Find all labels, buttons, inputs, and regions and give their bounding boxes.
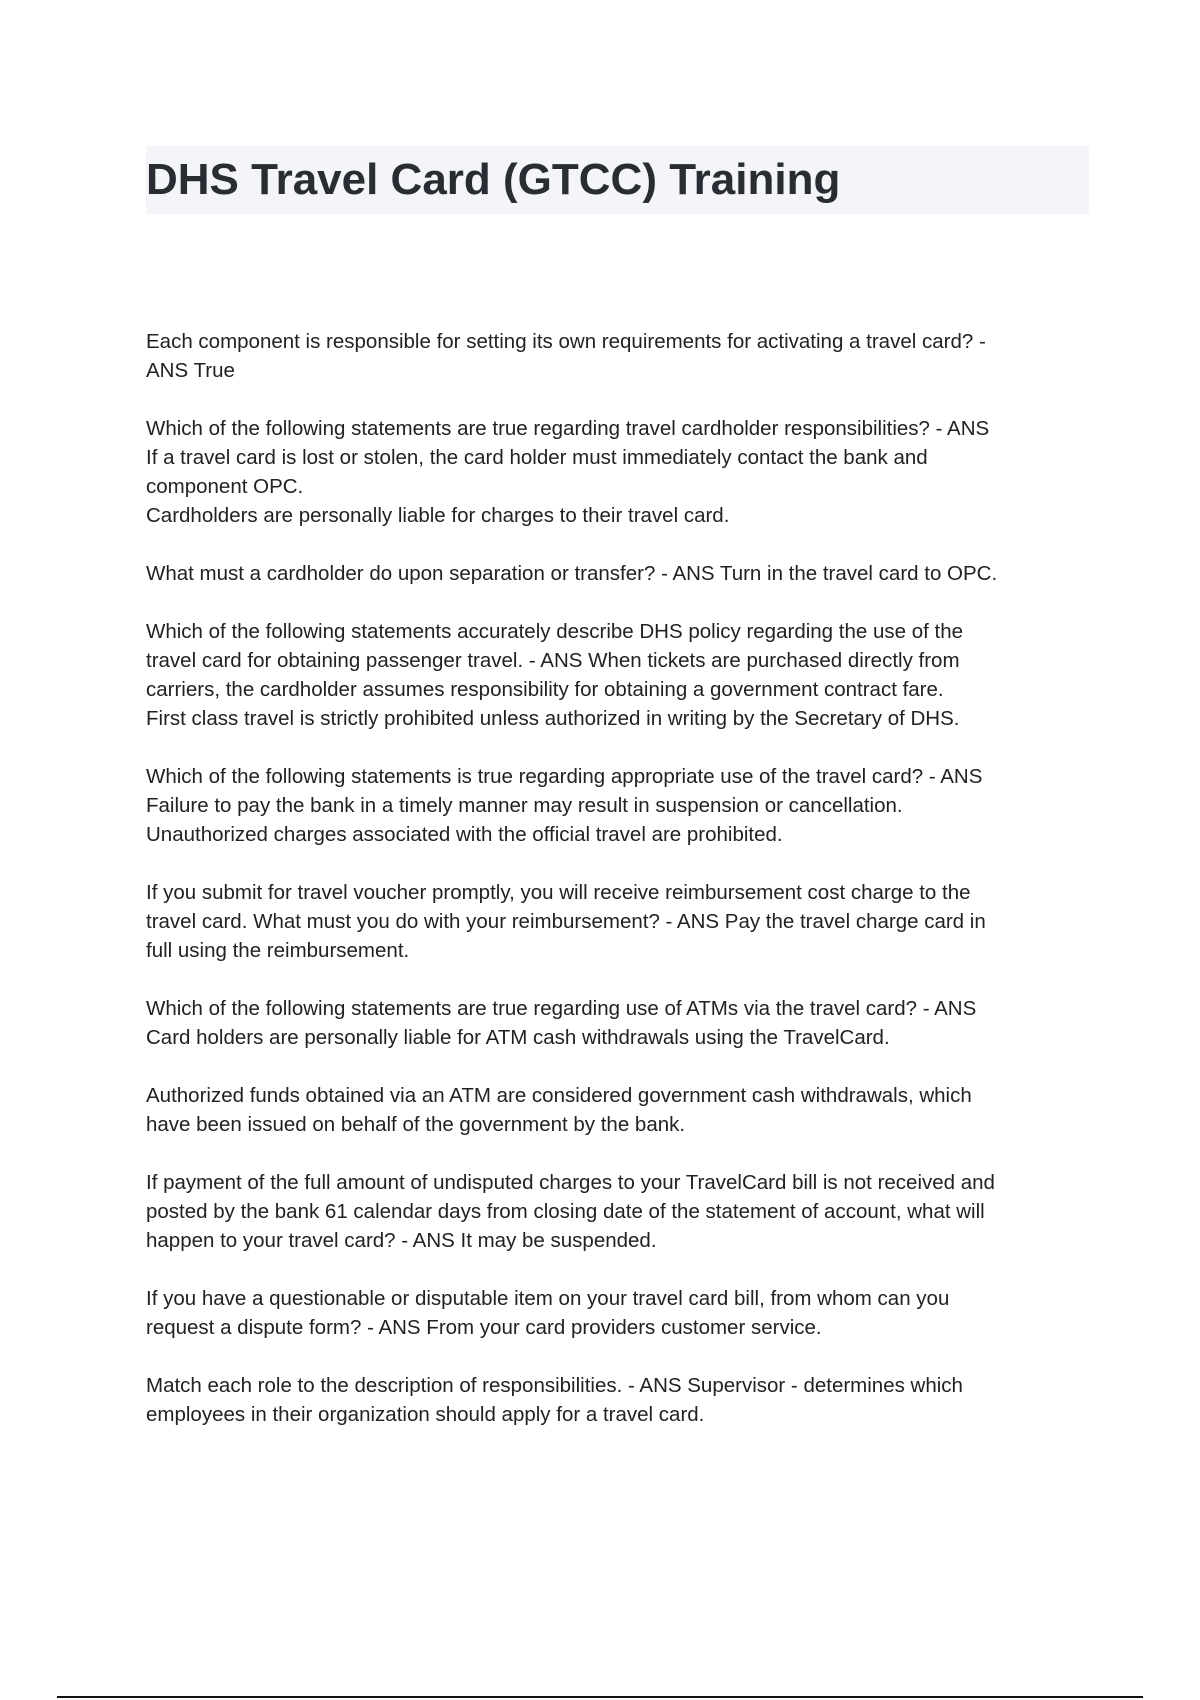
title-banner <box>146 146 1089 214</box>
footer-divider <box>57 1696 1143 1698</box>
qa-item-11: Match each role to the description of responsibilities. - ANS Supervisor - determines which employees in their organization should apply for a travel card. <box>146 1374 963 1426</box>
qa-item-8: Authorized funds obtained via an ATM are considered government cash withdrawals, which have been issued on behalf of the government by the bank. <box>146 1084 972 1136</box>
qa-item-4: Which of the following statements accurately describe DHS policy regarding the use of the travel card for obtaining passenger travel. - ANS When tickets are purchased directly from carriers, the cardholder assumes responsibility for obtaining a government contract fare. First class travel is strictly prohibited unless authorized in writing by the Secretary of DHS. <box>146 620 963 730</box>
qa-item-5: Which of the following statements is true regarding appropriate use of the travel card? - ANS Failure to pay the bank in a timely manner may result in suspension or cancellation. Unauthorized charges associated with the official travel are prohibited. <box>146 765 983 846</box>
qa-item-7: Which of the following statements are true regarding use of ATMs via the travel card? - ANS Card holders are personally liable for ATM cash withdrawals using the TravelCard. <box>146 997 977 1049</box>
document-body <box>146 327 1106 1458</box>
qa-item-10: If you have a questionable or disputable item on your travel card bill, from whom can you request a dispute form? - ANS From your card providers customer service. <box>146 1287 950 1339</box>
qa-item-2: Which of the following statements are true regarding travel cardholder responsibilities? - ANS If a travel card is lost or stolen, the card holder must immediately contact the bank and component OPC. Cardholders are personally liable for charges to their travel card. <box>146 417 990 527</box>
qa-item-6: If you submit for travel voucher promptly, you will receive reimbursement cost charge to the travel card. What must you do with your reimbursement? - ANS Pay the travel charge card in full using the reimbursement. <box>146 881 986 962</box>
qa-item-3: What must a cardholder do upon separation or transfer? - ANS Turn in the travel card to OPC. <box>146 562 998 585</box>
qa-item-1: Each component is responsible for setting its own requirements for activating a travel card? - ANS True <box>146 330 986 382</box>
document-title: DHS Travel Card (GTCC) Training <box>146 155 841 204</box>
qa-item-9: If payment of the full amount of undisputed charges to your TravelCard bill is not received and posted by the bank 61 calendar days from closing date of the statement of account, what will happen to your travel card? - ANS It may be suspended. <box>146 1171 995 1252</box>
